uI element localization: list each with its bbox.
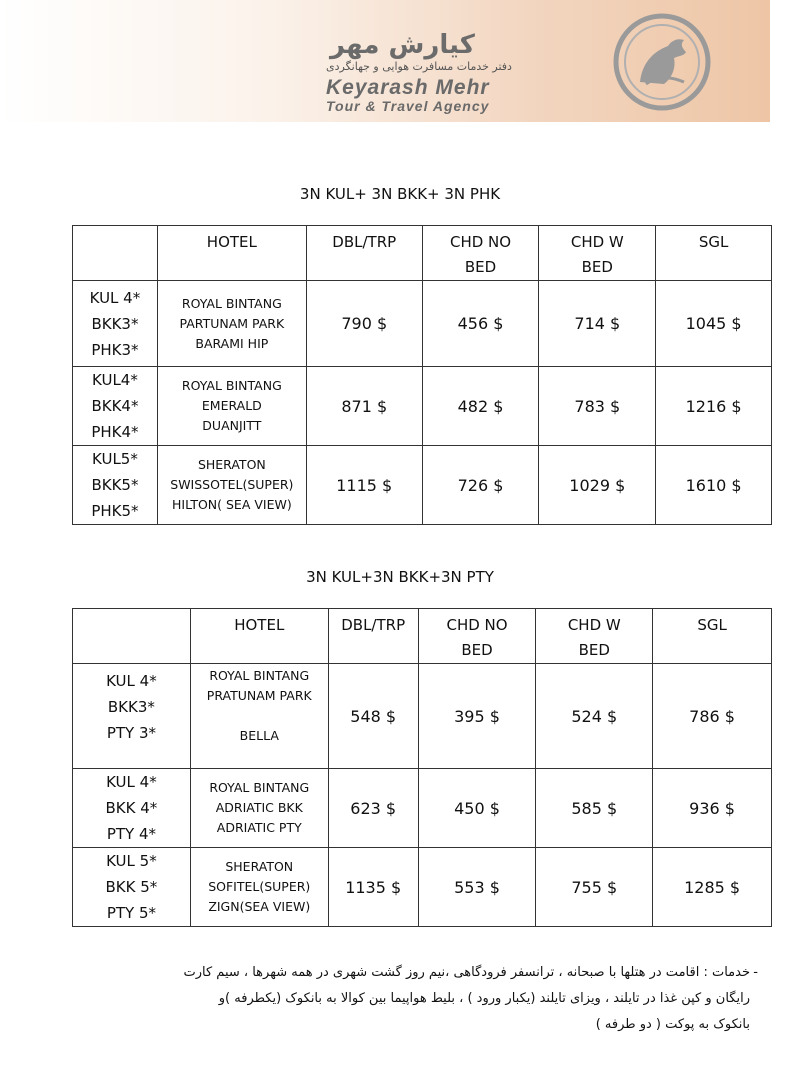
bullet-dash: - <box>753 965 758 980</box>
row-hotels: SHERATON SWISSOTEL(SUPER) HILTON( SEA VIEW) <box>157 446 306 525</box>
header-dbl: DBL/TRP <box>328 609 418 664</box>
row-hotels: SHERATON SOFITEL(SUPER) ZIGN(SEA VIEW) <box>190 848 328 927</box>
brand-tagline-en: Tour & Travel Agency <box>326 98 490 114</box>
price-sgl: 786 $ <box>653 664 772 769</box>
table-header-row <box>73 226 772 281</box>
header-hotel: HOTEL <box>190 609 328 664</box>
price-dbl: 623 $ <box>328 769 418 848</box>
price-chd-no-bed: 456 $ <box>422 281 539 367</box>
notes-line-3: بانکوک به پوکت ( دو طرفه ) <box>595 1017 750 1032</box>
brand-subtitle-fa: دفتر خدمات مسافرت هوایی و جهانگردی <box>326 60 512 73</box>
price-dbl: 1115 $ <box>306 446 422 525</box>
brand-name-fa: کیارش مهر <box>330 30 475 60</box>
price-chd-w-bed: 783 $ <box>539 367 656 446</box>
row-hotels: ROYAL BINTANG PARTUNAM PARK BARAMI HIP <box>157 281 306 367</box>
horse-emblem-icon <box>612 12 712 112</box>
header-chd-w-bed: CHD W BED <box>536 609 653 664</box>
row-destinations: KUL5* BKK5* PHK5* <box>73 446 158 525</box>
row-destinations: KUL4* BKK4* PHK4* <box>73 367 158 446</box>
price-chd-w-bed: 755 $ <box>536 848 653 927</box>
brand-name-en: Keyarash Mehr <box>326 76 490 99</box>
header-chd-no-bed: CHD NO BED <box>422 226 539 281</box>
price-chd-no-bed: 553 $ <box>418 848 536 927</box>
table-row <box>73 367 772 446</box>
price-dbl: 790 $ <box>306 281 422 367</box>
table-row <box>73 446 772 525</box>
row-hotels: ROYAL BINTANG ADRIATIC BKK ADRIATIC PTY <box>190 769 328 848</box>
header-chd-no-bed: CHD NO BED <box>418 609 536 664</box>
row-hotels: ROYAL BINTANG EMERALD DUANJITT <box>157 367 306 446</box>
header-sgl: SGL <box>653 609 772 664</box>
price-chd-w-bed: 585 $ <box>536 769 653 848</box>
header-sgl: SGL <box>656 226 772 281</box>
services-notes <box>60 960 758 1038</box>
row-hotels: ROYAL BINTANG PRATUNAM PARK BELLA <box>190 664 328 769</box>
notes-line-2: رایگان و کپن غذا در تایلند ، ویزای تایلند (یکبار ورود ) ، بلیط هواپیما بین کوالا به بانکوک (یکطرفه )و <box>218 991 750 1006</box>
price-chd-w-bed: 714 $ <box>539 281 656 367</box>
header-dest <box>73 226 158 281</box>
price-sgl: 1216 $ <box>656 367 772 446</box>
price-chd-w-bed: 1029 $ <box>539 446 656 525</box>
package-2-table <box>72 608 772 927</box>
table-row <box>73 848 772 927</box>
price-chd-no-bed: 450 $ <box>418 769 536 848</box>
price-sgl: 1045 $ <box>656 281 772 367</box>
table-row <box>73 281 772 367</box>
table-row <box>73 664 772 769</box>
header-dbl: DBL/TRP <box>306 226 422 281</box>
price-dbl: 871 $ <box>306 367 422 446</box>
price-chd-no-bed: 482 $ <box>422 367 539 446</box>
row-destinations: KUL 4* BKK 4* PTY 4* <box>73 769 191 848</box>
notes-line-1: خدمات : اقامت در هتلها با صبحانه ، ترانسفر فرودگاهی ،نیم روز گشت شهری در همه شهرها ، سیم کارت <box>183 965 750 980</box>
header-hotel: HOTEL <box>157 226 306 281</box>
price-chd-no-bed: 726 $ <box>422 446 539 525</box>
row-destinations: KUL 4* BKK3* PHK3* <box>73 281 158 367</box>
row-destinations: KUL 4* BKK3* PTY 3* <box>73 664 191 769</box>
header-banner <box>0 0 770 122</box>
row-destinations: KUL 5* BKK 5* PTY 5* <box>73 848 191 927</box>
price-chd-w-bed: 524 $ <box>536 664 653 769</box>
price-sgl: 1610 $ <box>656 446 772 525</box>
package-2-title: 3N KUL+3N BKK+3N PTY <box>306 568 494 586</box>
header-dest <box>73 609 191 664</box>
table-row <box>73 769 772 848</box>
package-1-table <box>72 225 772 525</box>
price-sgl: 936 $ <box>653 769 772 848</box>
table-header-row <box>73 609 772 664</box>
price-dbl: 1135 $ <box>328 848 418 927</box>
price-dbl: 548 $ <box>328 664 418 769</box>
package-1-title: 3N KUL+ 3N BKK+ 3N PHK <box>299 185 501 203</box>
header-chd-w-bed: CHD W BED <box>539 226 656 281</box>
price-sgl: 1285 $ <box>653 848 772 927</box>
price-chd-no-bed: 395 $ <box>418 664 536 769</box>
